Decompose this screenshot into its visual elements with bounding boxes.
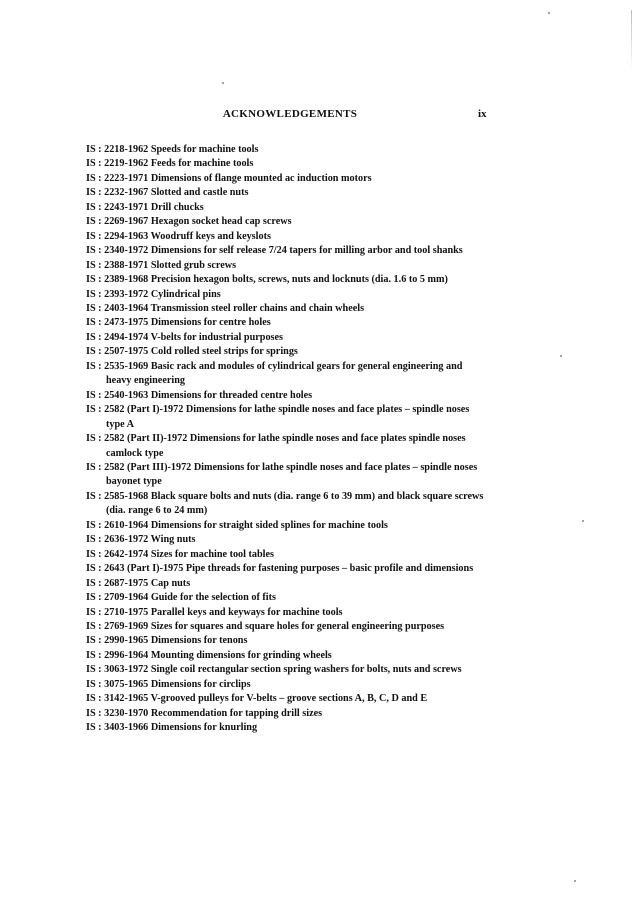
standard-title: Precision hexagon bolts, screws, nuts and locknuts (dia. 1.6 to 5 mm) [150,274,448,286]
standard-entry [86,201,486,215]
page-title: ACKNOWLEDGEMENTS [222,108,358,120]
standard-title: Mounting dimensions for grinding wheels [150,649,332,661]
standard-entry [86,230,486,244]
standard-title: V-grooved pulleys for V-belts – groove sections A, B, C, D and E [150,693,428,705]
standard-entry [86,591,486,605]
standard-code: IS : 2223-1971 [86,172,149,184]
standard-title: Cylindrical pins [150,288,221,300]
standard-code: IS : 2996-1964 [86,649,149,661]
standard-entry [86,432,486,461]
standard-entry [86,692,486,706]
standard-entry [86,562,486,576]
standard-title: Transmission steel roller chains and chain wheels [150,302,365,314]
scan-speck [548,12,550,14]
standard-entry [86,707,486,721]
page-number: ix [478,108,487,120]
standard-entry [86,172,486,186]
standard-title: Parallel keys and keyways for machine tools [150,606,343,618]
standard-title: Dimensions for threaded centre holes [150,389,313,401]
standard-title: Cap nuts [150,577,191,589]
standard-title: Pipe threads for fastening purposes – basic profile and dimensions [185,563,474,575]
standard-title: Feeds for machine tools [150,158,254,170]
standard-code: IS : 2582 (Part III)-1972 [86,461,192,473]
standard-code: IS : 2393-1972 [86,288,149,300]
standard-entry [86,519,486,533]
standard-code: IS : 2340-1972 [86,245,149,257]
standard-title: Dimensions for lathe spindle noses and face plates – spindle noses type A [106,404,470,430]
scan-edge-line [631,10,632,70]
standard-code: IS : 2535-1969 [86,360,149,372]
standard-code: IS : 2473-1975 [86,317,149,329]
standard-title: Dimensions for circlips [150,678,251,690]
standard-code: IS : 2709-1964 [86,592,149,604]
standard-title: Black square bolts and nuts (dia. range 6 to 39 mm) and black square screws (dia. range 6 to 24 mm) [106,490,484,517]
standard-code: IS : 3063-1972 [86,664,149,676]
standard-entry [86,461,486,490]
standard-code: IS : 2636-1972 [86,534,149,546]
standard-title: Dimensions for tenons [150,635,248,647]
standard-entry [86,389,486,403]
standard-title: Slotted grub screws [150,259,237,271]
scan-speck [582,520,584,522]
scan-speck [222,82,224,84]
standard-entry [86,273,486,287]
standard-title: Single coil rectangular section spring washers for bolts, nuts and screws [150,664,462,676]
standard-entry [86,721,486,735]
standard-title: Basic rack and modules of cylindrical gears for general engineering and heavy engineering [106,360,463,387]
standard-code: IS : 2219-1962 [86,158,149,170]
standard-code: IS : 2507-1975 [86,346,149,358]
page-header [0,108,638,124]
standard-title: Dimensions of flange mounted ac induction motors [150,172,372,184]
standard-code: IS : 2642-1974 [86,548,149,560]
standard-title: Cold rolled steel strips for springs [150,346,298,358]
standard-entry [86,577,486,591]
standard-code: IS : 2582 (Part II)-1972 [86,433,188,445]
standard-title: Drill chucks [150,201,204,213]
standard-entry [86,606,486,620]
standard-code: IS : 2218-1962 [86,144,149,155]
standard-entry [86,331,486,345]
standard-entry [86,157,486,171]
standard-entry [86,548,486,562]
standard-code: IS : 2990-1965 [86,635,149,647]
standard-code: IS : 2403-1964 [86,302,149,314]
standard-code: IS : 3142-1965 [86,693,149,705]
standard-title: Sizes for machine tool tables [150,548,274,560]
standard-code: IS : 2243-1971 [86,201,149,213]
standard-title: Slotted and castle nuts [150,187,249,199]
standard-code: IS : 2769-1969 [86,620,149,632]
standard-code: IS : 3075-1965 [86,678,149,690]
standard-title: Speeds for machine tools [150,144,259,155]
standard-title: Dimensions for knurling [150,722,258,734]
standard-entry [86,345,486,359]
standard-code: IS : 3230-1970 [86,707,149,719]
standard-title: Guide for the selection of fits [150,592,276,604]
standard-title: Dimensions for self release 7/24 tapers for milling arbor and tool shanks [150,245,463,257]
standard-title: Sizes for squares and square holes for general engineering purposes [150,620,445,632]
standard-title: Dimensions for centre holes [150,317,271,329]
standards-list [86,143,486,736]
standard-entry [86,143,486,157]
standard-entry [86,663,486,677]
standard-entry [86,649,486,663]
standard-code: IS : 2269-1967 [86,216,149,228]
standard-entry [86,678,486,692]
standard-code: IS : 2643 (Part I)-1975 [86,563,184,575]
standard-entry [86,490,486,519]
standard-code: IS : 2540-1963 [86,389,149,401]
standard-entry [86,259,486,273]
standard-code: IS : 2294-1963 [86,230,149,242]
standard-entry [86,302,486,316]
standard-code: IS : 2585-1968 [86,490,149,502]
standard-title: Dimensions for lathe spindle noses and face plates – spindle noses bayonet type [106,461,478,488]
standard-code: IS : 2687-1975 [86,577,149,589]
standard-entry [86,215,486,229]
standard-code: IS : 2494-1974 [86,331,149,343]
standard-code: IS : 2388-1971 [86,259,149,271]
standard-title: Recommendation for tapping drill sizes [150,707,323,719]
standard-entry [86,634,486,648]
scan-speck [560,355,562,357]
standard-entry [86,620,486,634]
standard-title: Woodruff keys and keyslots [150,230,271,242]
standard-title: Wing nuts [150,534,196,546]
standard-entry [86,244,486,258]
standard-code: IS : 3403-1966 [86,722,149,734]
standard-title: Hexagon socket head cap screws [150,216,292,228]
standard-entry [86,186,486,200]
standard-entry [86,288,486,302]
scan-speck [574,880,576,882]
standard-entry [86,403,486,432]
standard-entry [86,316,486,330]
standard-entry [86,533,486,547]
standard-code: IS : 2610-1964 [86,519,149,531]
standard-code: IS : 2710-1975 [86,606,149,618]
standard-title: Dimensions for straight sided splines for machine tools [150,519,388,531]
standard-entry [86,360,486,389]
standard-title: V-belts for industrial purposes [150,331,283,343]
standard-code: IS : 2232-1967 [86,187,149,199]
standard-title: Dimensions for lathe spindle noses and face plates spindle noses camlock type [106,433,466,459]
standard-code: IS : 2582 (Part I)-1972 [86,404,184,416]
standard-code: IS : 2389-1968 [86,274,149,286]
